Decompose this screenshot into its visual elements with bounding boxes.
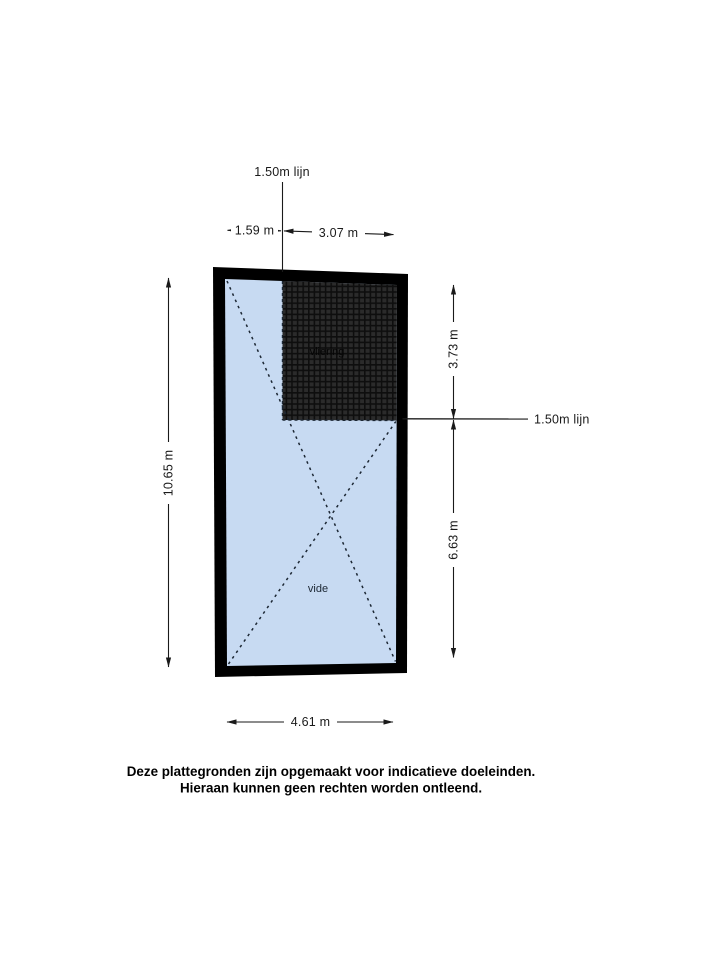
dimension-right-upper — [446, 285, 461, 419]
footer-line-1: Deze plattegronden zijn opgemaakt voor indicatieve doeleinden. — [126, 764, 536, 779]
footer-line-2: Hieraan kunnen geen rechten worden ontleend. — [179, 780, 483, 796]
dimension-top-right-label: 3.07 m — [318, 225, 359, 240]
vliering-label: vliering — [309, 346, 345, 358]
dimension-top-left-label: 1.59 m — [234, 223, 275, 238]
dimension-top-right — [284, 226, 394, 240]
dimension-bottom-label: 4.61 m — [290, 715, 331, 729]
dimension-left — [161, 278, 176, 667]
footer-disclaimer — [127, 764, 536, 796]
reference-line-right-label: 1.50m lijn — [534, 412, 590, 427]
dimension-top-left — [228, 224, 282, 238]
dimension-bottom — [227, 715, 393, 729]
reference-line-top-label: 1.50m lijn — [254, 165, 310, 179]
floor-plan — [213, 267, 408, 677]
dimension-right-lower — [446, 420, 461, 658]
dimension-right-upper-label: 3.73 m — [446, 329, 461, 369]
dimension-right-lower-label: 6.63 m — [446, 520, 461, 560]
reference-line-top — [254, 165, 310, 272]
vide-label: vide — [307, 583, 329, 595]
reference-line-right — [403, 413, 590, 427]
dimension-left-label: 10.65 m — [161, 449, 176, 497]
